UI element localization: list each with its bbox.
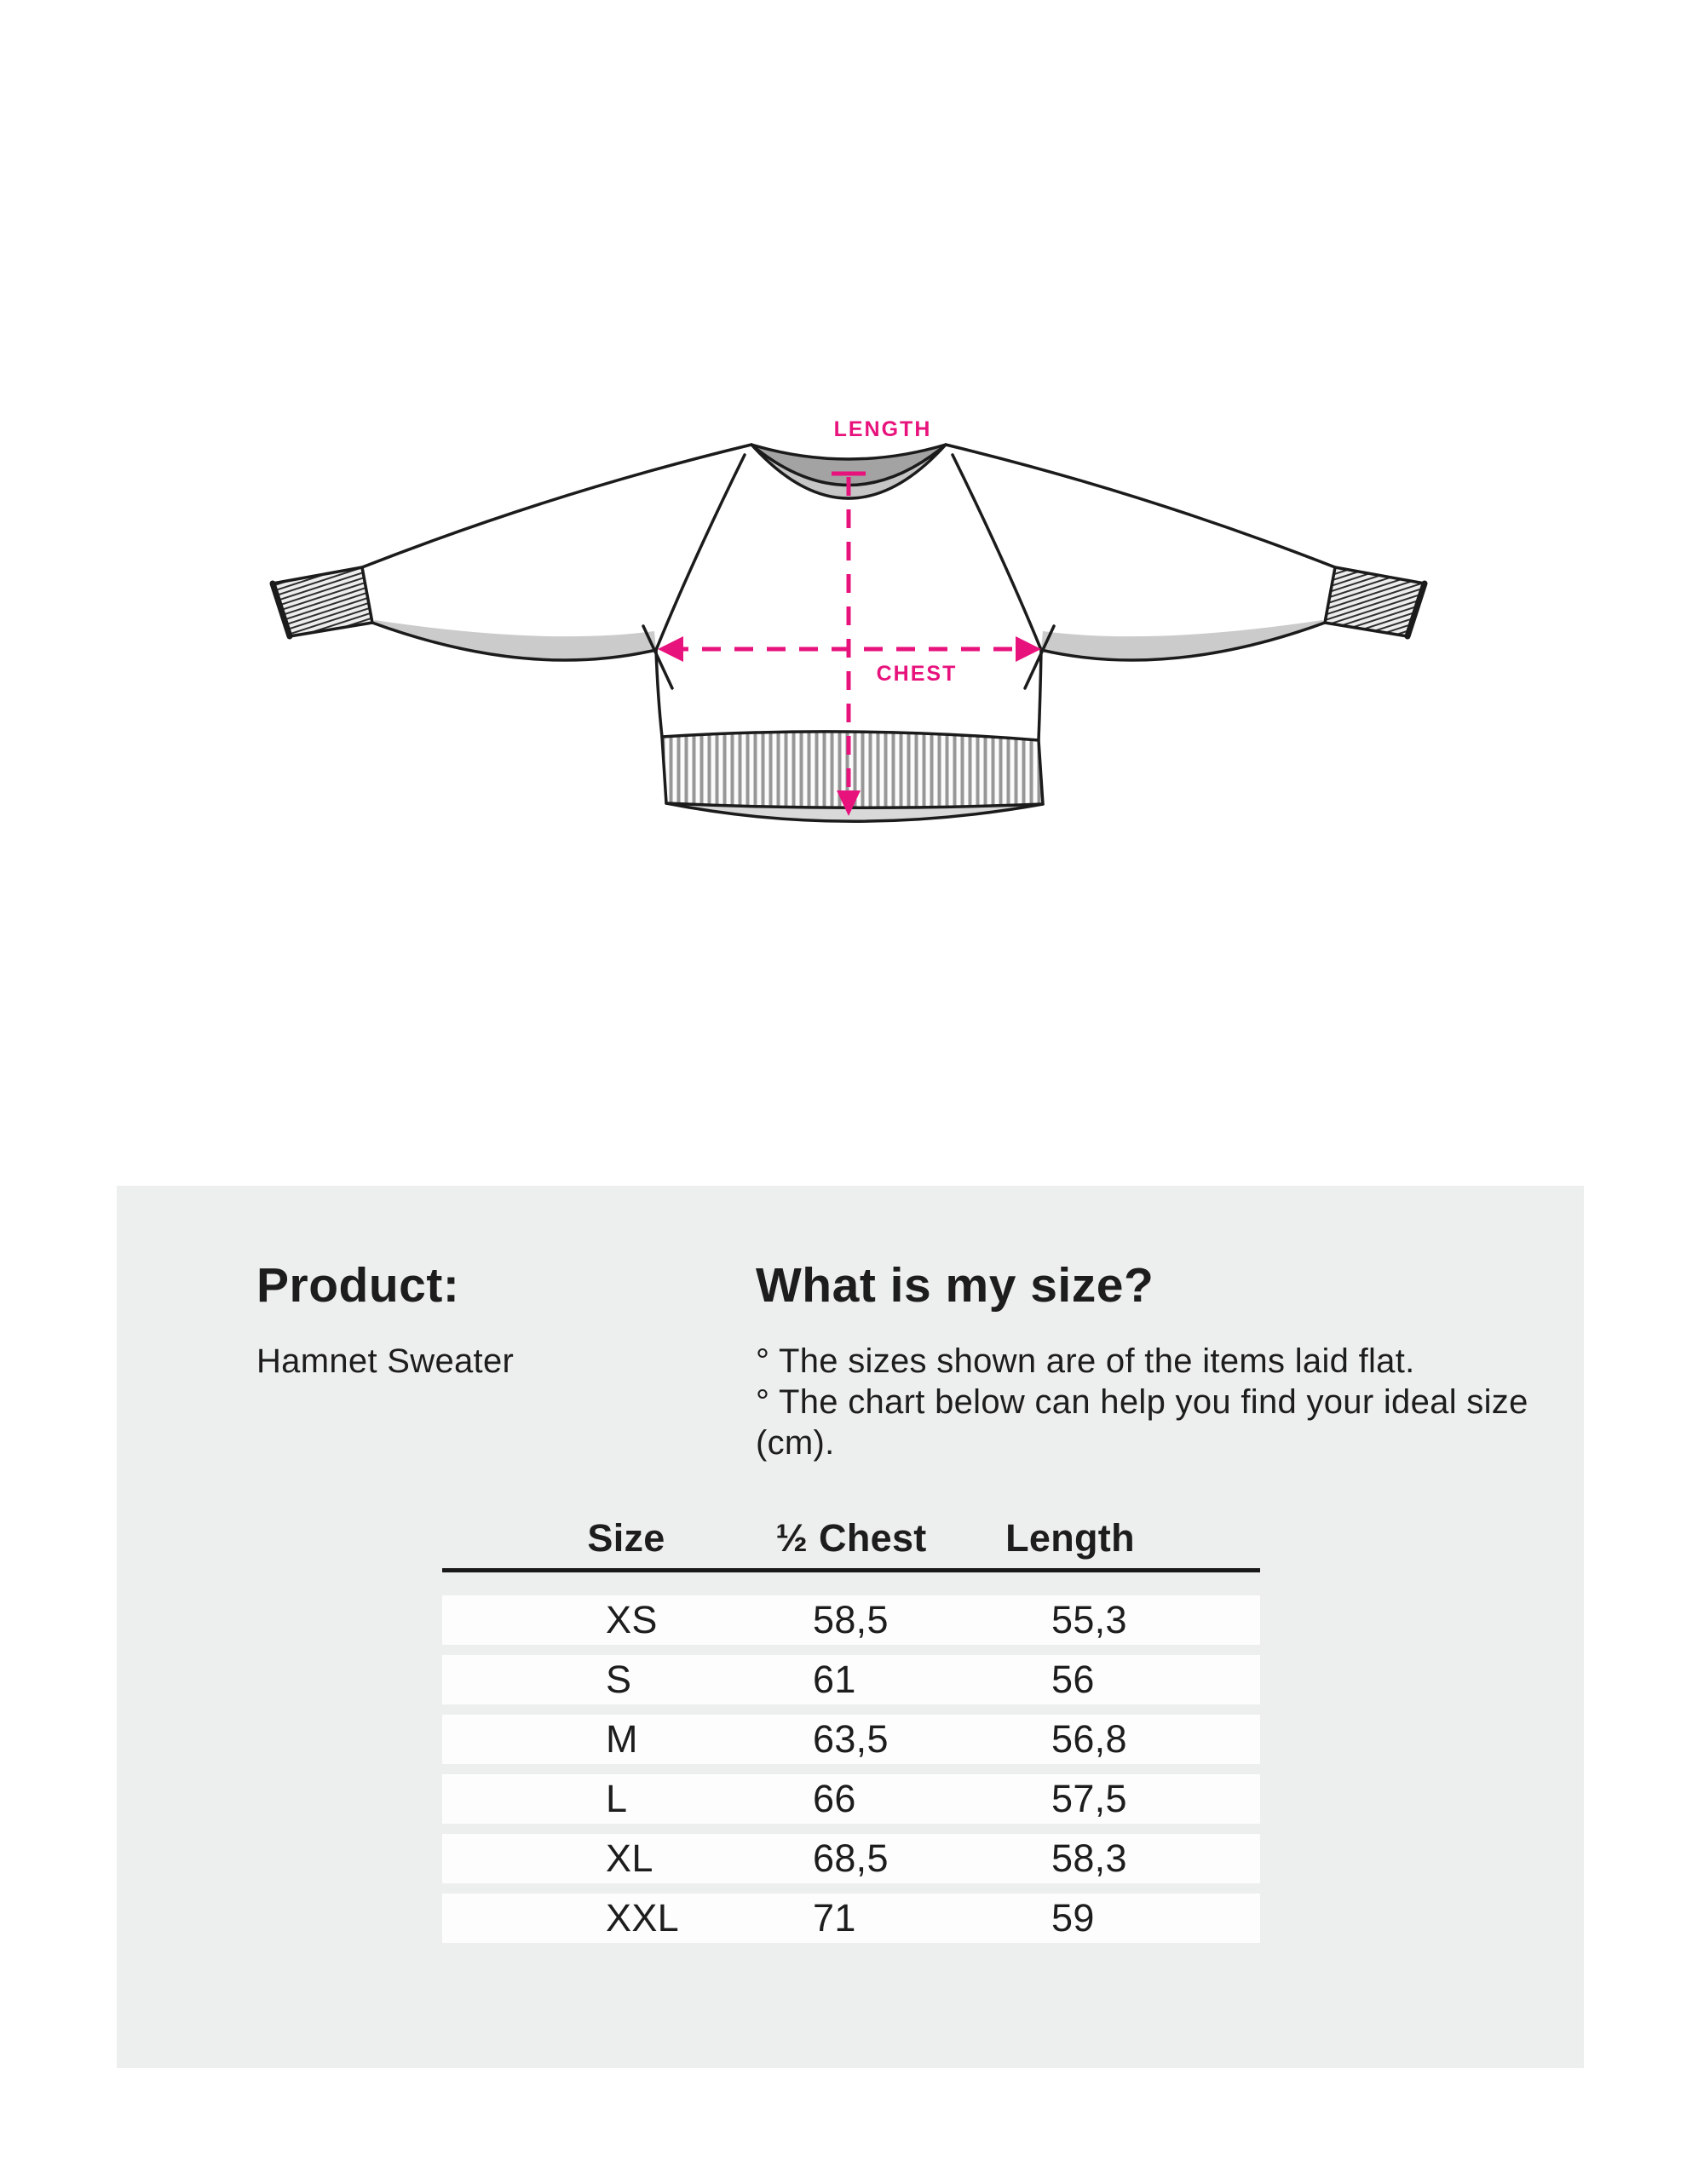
length-cell: 56,8 bbox=[1051, 1717, 1127, 1761]
size-table-header-row bbox=[117, 1516, 1584, 1566]
length-cell: 55,3 bbox=[1051, 1598, 1127, 1641]
length-cell: 58,3 bbox=[1051, 1836, 1127, 1880]
table-row bbox=[442, 1715, 1260, 1764]
table-row bbox=[442, 1655, 1260, 1704]
length-cell: 59 bbox=[1051, 1896, 1095, 1940]
chest-cell: 63,5 bbox=[813, 1717, 889, 1761]
size-table bbox=[442, 1595, 1260, 1953]
size-cell: XS bbox=[606, 1598, 658, 1641]
length-cell: 57,5 bbox=[1051, 1777, 1127, 1820]
table-header-rule bbox=[442, 1568, 1260, 1572]
size-note: ° The sizes shown are of the items laid flat. bbox=[756, 1342, 1415, 1380]
size-cell: L bbox=[606, 1777, 628, 1820]
column-header-chest: ½ Chest bbox=[775, 1516, 927, 1560]
table-row bbox=[442, 1595, 1260, 1645]
chest-measure-label: CHEST bbox=[876, 662, 958, 686]
size-note: ° The chart below can help you find your ideal size (cm). bbox=[756, 1383, 1528, 1462]
length-measure-label: LENGTH bbox=[833, 417, 932, 441]
size-help-heading: What is my size? bbox=[756, 1258, 1154, 1313]
size-cell: XL bbox=[606, 1836, 653, 1880]
table-row bbox=[442, 1894, 1260, 1943]
underarm-shadow-right bbox=[1041, 620, 1325, 660]
column-header-size: Size bbox=[587, 1516, 665, 1560]
chest-cell: 68,5 bbox=[813, 1836, 889, 1880]
size-cell: S bbox=[606, 1658, 632, 1701]
size-cell: M bbox=[606, 1717, 638, 1761]
chest-cell: 61 bbox=[813, 1658, 856, 1701]
table-row bbox=[442, 1774, 1260, 1824]
size-help-notes bbox=[756, 1341, 1584, 1463]
product-name: Hamnet Sweater bbox=[256, 1342, 515, 1380]
underarm-shadow-left bbox=[372, 620, 656, 660]
product-heading: Product: bbox=[256, 1258, 460, 1313]
chest-cell: 66 bbox=[813, 1777, 856, 1820]
column-header-length: Length bbox=[1005, 1516, 1135, 1560]
length-cell: 56 bbox=[1051, 1658, 1095, 1701]
table-row bbox=[442, 1834, 1260, 1883]
chest-cell: 71 bbox=[813, 1896, 856, 1940]
info-panel bbox=[117, 1186, 1584, 2068]
size-cell: XXL bbox=[606, 1896, 679, 1940]
chest-cell: 58,5 bbox=[813, 1598, 889, 1641]
